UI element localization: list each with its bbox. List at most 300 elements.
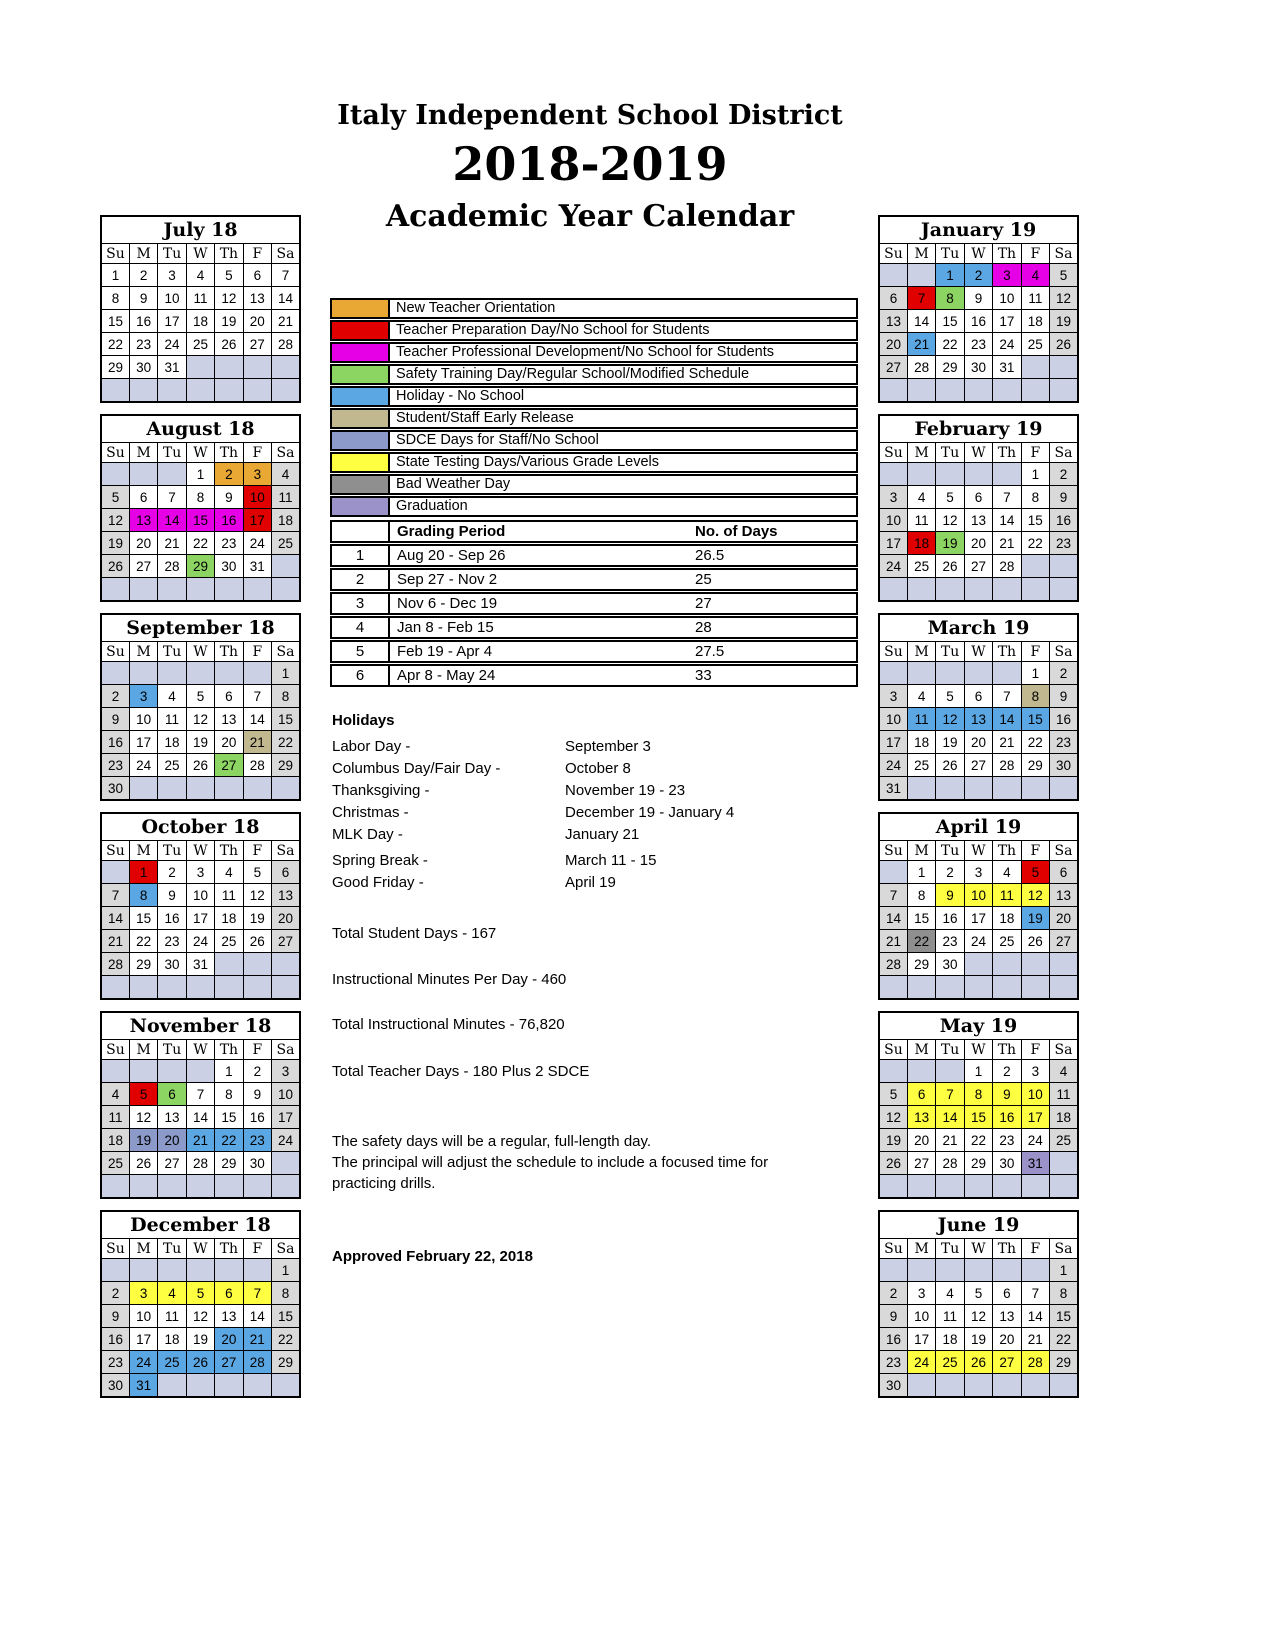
day-cell: 30 [243,1152,271,1175]
day-cell: 14 [993,509,1021,532]
grading-period-number: 1 [332,546,390,565]
weekday-header: Th [993,1040,1021,1060]
day-cell: 19 [936,731,964,754]
day-cell: 5 [186,1282,214,1305]
day-cell: 16 [1050,509,1078,532]
day-cell: 27 [129,555,157,578]
day-cell: 18 [993,907,1021,930]
day-cell: 29 [186,555,214,578]
day-cell: 27 [215,754,243,777]
weekday-header: Th [215,1040,243,1060]
day-cell: 13 [215,708,243,731]
day-cell: 13 [1050,884,1078,907]
district-title: Italy Independent School District [337,100,843,131]
day-cell: 8 [186,486,214,509]
day-cell: 17 [1021,1106,1049,1129]
empty-cell [1021,953,1049,976]
empty-cell [243,777,271,801]
empty-cell [993,1374,1021,1398]
weekday-header: F [243,642,271,662]
day-cell: 21 [1021,1328,1049,1351]
day-cell: 1 [272,662,300,685]
day-cell: 17 [993,310,1021,333]
day-cell: 16 [936,907,964,930]
day-cell: 25 [186,333,214,356]
day-cell: 17 [879,731,907,754]
empty-cell [272,976,300,1000]
day-cell: 7 [1021,1282,1049,1305]
day-cell: 7 [993,685,1021,708]
day-cell: 2 [1050,463,1078,486]
empty-cell [272,578,300,602]
empty-cell [936,379,964,403]
holiday-date: October 8 [565,760,631,777]
weekday-header: Th [215,841,243,861]
month-january-19 [878,215,1079,403]
day-cell: 7 [993,486,1021,509]
empty-cell [936,777,964,801]
day-cell: 14 [907,310,935,333]
day-cell: 22 [215,1129,243,1152]
day-cell: 6 [964,685,992,708]
day-cell: 27 [879,356,907,379]
day-cell: 8 [101,287,129,310]
holiday-name: Columbus Day/Fair Day - [332,760,501,777]
weekday-header: W [186,443,214,463]
empty-cell [879,662,907,685]
weekday-header: Tu [158,443,186,463]
empty-cell [907,379,935,403]
empty-cell [1050,1374,1078,1398]
legend-color-swatch [332,498,390,515]
legend-color-swatch [332,344,390,361]
grading-period-row [330,568,858,591]
weekday-header: F [1021,841,1049,861]
weekday-header: M [129,443,157,463]
legend-label: Bad Weather Day [396,476,511,492]
legend-item [330,364,858,385]
holiday-date: January 21 [565,826,640,843]
day-cell: 6 [243,264,271,287]
grading-period-days: 33 [695,667,712,684]
empty-cell [129,777,157,801]
day-cell: 5 [879,1083,907,1106]
weekday-header: Th [993,1239,1021,1259]
grading-header-days: No. of Days [695,523,778,540]
empty-cell [272,1175,300,1199]
grading-period-row [330,616,858,639]
day-cell: 11 [993,884,1021,907]
total-teacher-days: Total Teacher Days - 180 Plus 2 SDCE [332,1063,590,1080]
day-cell: 23 [879,1351,907,1374]
day-cell: 25 [272,532,300,555]
day-cell: 27 [907,1152,935,1175]
empty-cell [907,463,935,486]
day-cell: 15 [964,1106,992,1129]
month-title: December 18 [101,1211,300,1239]
day-cell: 8 [215,1083,243,1106]
day-cell: 27 [964,754,992,777]
day-cell: 27 [272,930,300,953]
weekday-header: Sa [1050,1239,1078,1259]
weekday-header: Su [879,642,907,662]
grading-period-row [330,544,858,567]
empty-cell [272,555,300,578]
empty-cell [101,1259,129,1282]
holiday-name: Christmas - [332,804,409,821]
day-cell: 5 [936,486,964,509]
empty-cell [964,1374,992,1398]
empty-cell [272,356,300,379]
weekday-header: M [907,1040,935,1060]
empty-cell [272,379,300,403]
day-cell: 5 [1021,861,1049,884]
weekday-header: F [1021,244,1049,264]
empty-cell [879,861,907,884]
empty-cell [879,379,907,403]
day-cell: 1 [964,1060,992,1083]
title-block [100,100,1080,234]
day-cell: 24 [129,754,157,777]
day-cell: 29 [101,356,129,379]
weekday-header: Sa [1050,443,1078,463]
empty-cell [101,463,129,486]
day-cell: 14 [993,708,1021,731]
empty-cell [101,976,129,1000]
day-cell: 8 [272,685,300,708]
day-cell: 29 [907,953,935,976]
day-cell: 18 [272,509,300,532]
day-cell: 17 [129,1328,157,1351]
day-cell: 20 [907,1129,935,1152]
weekday-header: Th [215,443,243,463]
empty-cell [879,1175,907,1199]
weekday-header: Tu [158,642,186,662]
day-cell: 10 [243,486,271,509]
day-cell: 20 [964,532,992,555]
day-cell: 28 [186,1152,214,1175]
day-cell: 3 [907,1282,935,1305]
day-cell: 7 [243,1282,271,1305]
empty-cell [964,1175,992,1199]
month-september-18 [100,613,301,801]
empty-cell [1050,1152,1078,1175]
day-cell: 24 [964,930,992,953]
day-cell: 10 [129,708,157,731]
day-cell: 11 [158,1305,186,1328]
weekday-header: Tu [936,1040,964,1060]
day-cell: 14 [936,1106,964,1129]
day-cell: 15 [1021,708,1049,731]
empty-cell [993,976,1021,1000]
empty-cell [186,976,214,1000]
day-cell: 7 [186,1083,214,1106]
empty-cell [129,662,157,685]
day-cell: 3 [272,1060,300,1083]
day-cell: 22 [1021,731,1049,754]
empty-cell [936,463,964,486]
day-cell: 27 [993,1351,1021,1374]
day-cell: 13 [993,1305,1021,1328]
day-cell: 13 [215,1305,243,1328]
empty-cell [907,1259,935,1282]
day-cell: 15 [936,310,964,333]
weekday-header: W [186,1040,214,1060]
day-cell: 1 [1021,662,1049,685]
weekday-header: Sa [1050,244,1078,264]
holiday-date: November 19 - 23 [565,782,686,799]
day-cell: 21 [993,532,1021,555]
day-cell: 2 [936,861,964,884]
day-cell: 12 [101,509,129,532]
day-cell: 21 [879,930,907,953]
legend-label: State Testing Days/Various Grade Levels [396,454,660,470]
day-cell: 25 [158,1351,186,1374]
grading-period-row [330,640,858,663]
holiday-item [332,758,856,780]
day-cell: 16 [879,1328,907,1351]
weekday-header: F [1021,1040,1049,1060]
day-cell: 26 [215,333,243,356]
day-cell: 13 [879,310,907,333]
empty-cell [1021,379,1049,403]
empty-cell [272,953,300,976]
day-cell: 25 [158,754,186,777]
weekday-header: W [186,244,214,264]
empty-cell [272,777,300,801]
day-cell: 15 [186,509,214,532]
safety-note [332,1131,856,1194]
day-cell: 4 [907,685,935,708]
day-cell: 29 [936,356,964,379]
empty-cell [1050,555,1078,578]
day-cell: 12 [879,1106,907,1129]
day-cell: 21 [243,1328,271,1351]
weekday-header: W [186,1239,214,1259]
day-cell: 22 [936,333,964,356]
legend-label: Teacher Professional Development/No School for Students [396,344,775,360]
legend-item [330,452,858,473]
day-cell: 14 [1021,1305,1049,1328]
holiday-item [332,802,856,824]
day-cell: 30 [158,953,186,976]
empty-cell [129,1175,157,1199]
school-year: 2018-2019 [452,137,728,191]
day-cell: 19 [186,1328,214,1351]
empty-cell [993,662,1021,685]
empty-cell [993,379,1021,403]
weekday-header: Th [993,244,1021,264]
empty-cell [101,1175,129,1199]
weekday-header: M [129,1040,157,1060]
legend-color-swatch [332,388,390,405]
day-cell: 12 [243,884,271,907]
empty-cell [243,1259,271,1282]
day-cell: 24 [1021,1129,1049,1152]
day-cell: 12 [129,1106,157,1129]
empty-cell [907,1374,935,1398]
empty-cell [1021,1259,1049,1282]
empty-cell [993,463,1021,486]
grading-periods-table [330,520,858,688]
legend-item [330,430,858,451]
day-cell: 16 [129,310,157,333]
day-cell: 19 [186,731,214,754]
empty-cell [129,578,157,602]
empty-cell [936,1259,964,1282]
weekday-header: Sa [272,443,300,463]
weekday-header: M [129,244,157,264]
weekday-header: M [907,841,935,861]
day-cell: 20 [215,1328,243,1351]
day-cell: 26 [964,1351,992,1374]
day-cell: 9 [993,1083,1021,1106]
empty-cell [936,976,964,1000]
empty-cell [215,1374,243,1398]
day-cell: 19 [215,310,243,333]
month-title: November 18 [101,1012,300,1040]
day-cell: 12 [1021,884,1049,907]
day-cell: 29 [1050,1351,1078,1374]
legend-item [330,408,858,429]
grading-period-days: 26.5 [695,547,725,564]
day-cell: 10 [879,509,907,532]
day-cell: 25 [907,754,935,777]
empty-cell [101,1060,129,1083]
day-cell: 3 [129,685,157,708]
day-cell: 26 [243,930,271,953]
empty-cell [186,777,214,801]
day-cell: 12 [1050,287,1078,310]
weekday-header: Tu [158,841,186,861]
legend-label: Safety Training Day/Regular School/Modified Schedule [396,366,750,382]
safety-note-line: The principal will adjust the schedule to include a focused time for [332,1154,769,1171]
empty-cell [964,953,992,976]
empty-cell [215,976,243,1000]
day-cell: 26 [129,1152,157,1175]
empty-cell [215,1175,243,1199]
day-cell: 2 [215,463,243,486]
total-student-days: Total Student Days - 167 [332,925,497,942]
month-june-19 [878,1210,1079,1398]
day-cell: 11 [101,1106,129,1129]
day-cell: 20 [129,532,157,555]
day-cell: 19 [936,532,964,555]
day-cell: 4 [158,685,186,708]
day-cell: 2 [101,685,129,708]
day-cell: 10 [272,1083,300,1106]
empty-cell [1021,578,1049,602]
legend-color-swatch [332,366,390,383]
grading-period-range: Jan 8 - Feb 15 [397,619,494,636]
weekday-header: Tu [158,1239,186,1259]
empty-cell [936,578,964,602]
day-cell: 13 [272,884,300,907]
legend-item [330,496,858,517]
day-cell: 10 [964,884,992,907]
weekday-header: Sa [1050,642,1078,662]
empty-cell [243,1374,271,1398]
day-cell: 27 [215,1351,243,1374]
day-cell: 3 [879,486,907,509]
day-cell: 18 [158,731,186,754]
empty-cell [129,976,157,1000]
day-cell: 24 [993,333,1021,356]
day-cell: 26 [936,754,964,777]
day-cell: 31 [129,1374,157,1398]
day-cell: 21 [243,731,271,754]
day-cell: 17 [158,310,186,333]
day-cell: 1 [1050,1259,1078,1282]
empty-cell [215,953,243,976]
empty-cell [1021,1175,1049,1199]
day-cell: 6 [158,1083,186,1106]
weekday-header: Tu [158,1040,186,1060]
empty-cell [158,1259,186,1282]
day-cell: 22 [1021,532,1049,555]
day-cell: 1 [186,463,214,486]
grading-period-number: 6 [332,666,390,685]
day-cell: 29 [215,1152,243,1175]
empty-cell [964,777,992,801]
weekday-header: Th [993,443,1021,463]
day-cell: 22 [964,1129,992,1152]
day-cell: 16 [158,907,186,930]
day-cell: 24 [243,532,271,555]
empty-cell [243,578,271,602]
empty-cell [1021,356,1049,379]
day-cell: 6 [215,1282,243,1305]
legend-color-swatch [332,300,390,317]
day-cell: 8 [1021,486,1049,509]
day-cell: 6 [907,1083,935,1106]
day-cell: 22 [1050,1328,1078,1351]
day-cell: 18 [101,1129,129,1152]
weekday-header: Su [101,1239,129,1259]
empty-cell [158,578,186,602]
weekday-header: F [243,841,271,861]
day-cell: 27 [1050,930,1078,953]
empty-cell [1050,1175,1078,1199]
weekday-header: Su [101,841,129,861]
day-cell: 5 [964,1282,992,1305]
day-cell: 23 [215,532,243,555]
month-november-18 [100,1011,301,1199]
day-cell: 13 [964,708,992,731]
day-cell: 19 [1050,310,1078,333]
legend-color-swatch [332,410,390,427]
day-cell: 19 [101,532,129,555]
day-cell: 20 [272,907,300,930]
empty-cell [186,662,214,685]
day-cell: 15 [907,907,935,930]
day-cell: 7 [879,884,907,907]
day-cell: 26 [879,1152,907,1175]
day-cell: 19 [243,907,271,930]
day-cell: 2 [101,1282,129,1305]
weekday-header: Su [101,443,129,463]
empty-cell [158,1374,186,1398]
day-cell: 10 [129,1305,157,1328]
day-cell: 23 [964,333,992,356]
empty-cell [186,1060,214,1083]
day-cell: 6 [1050,861,1078,884]
empty-cell [243,976,271,1000]
day-cell: 9 [1050,685,1078,708]
day-cell: 7 [936,1083,964,1106]
day-cell: 30 [879,1374,907,1398]
empty-cell [101,578,129,602]
